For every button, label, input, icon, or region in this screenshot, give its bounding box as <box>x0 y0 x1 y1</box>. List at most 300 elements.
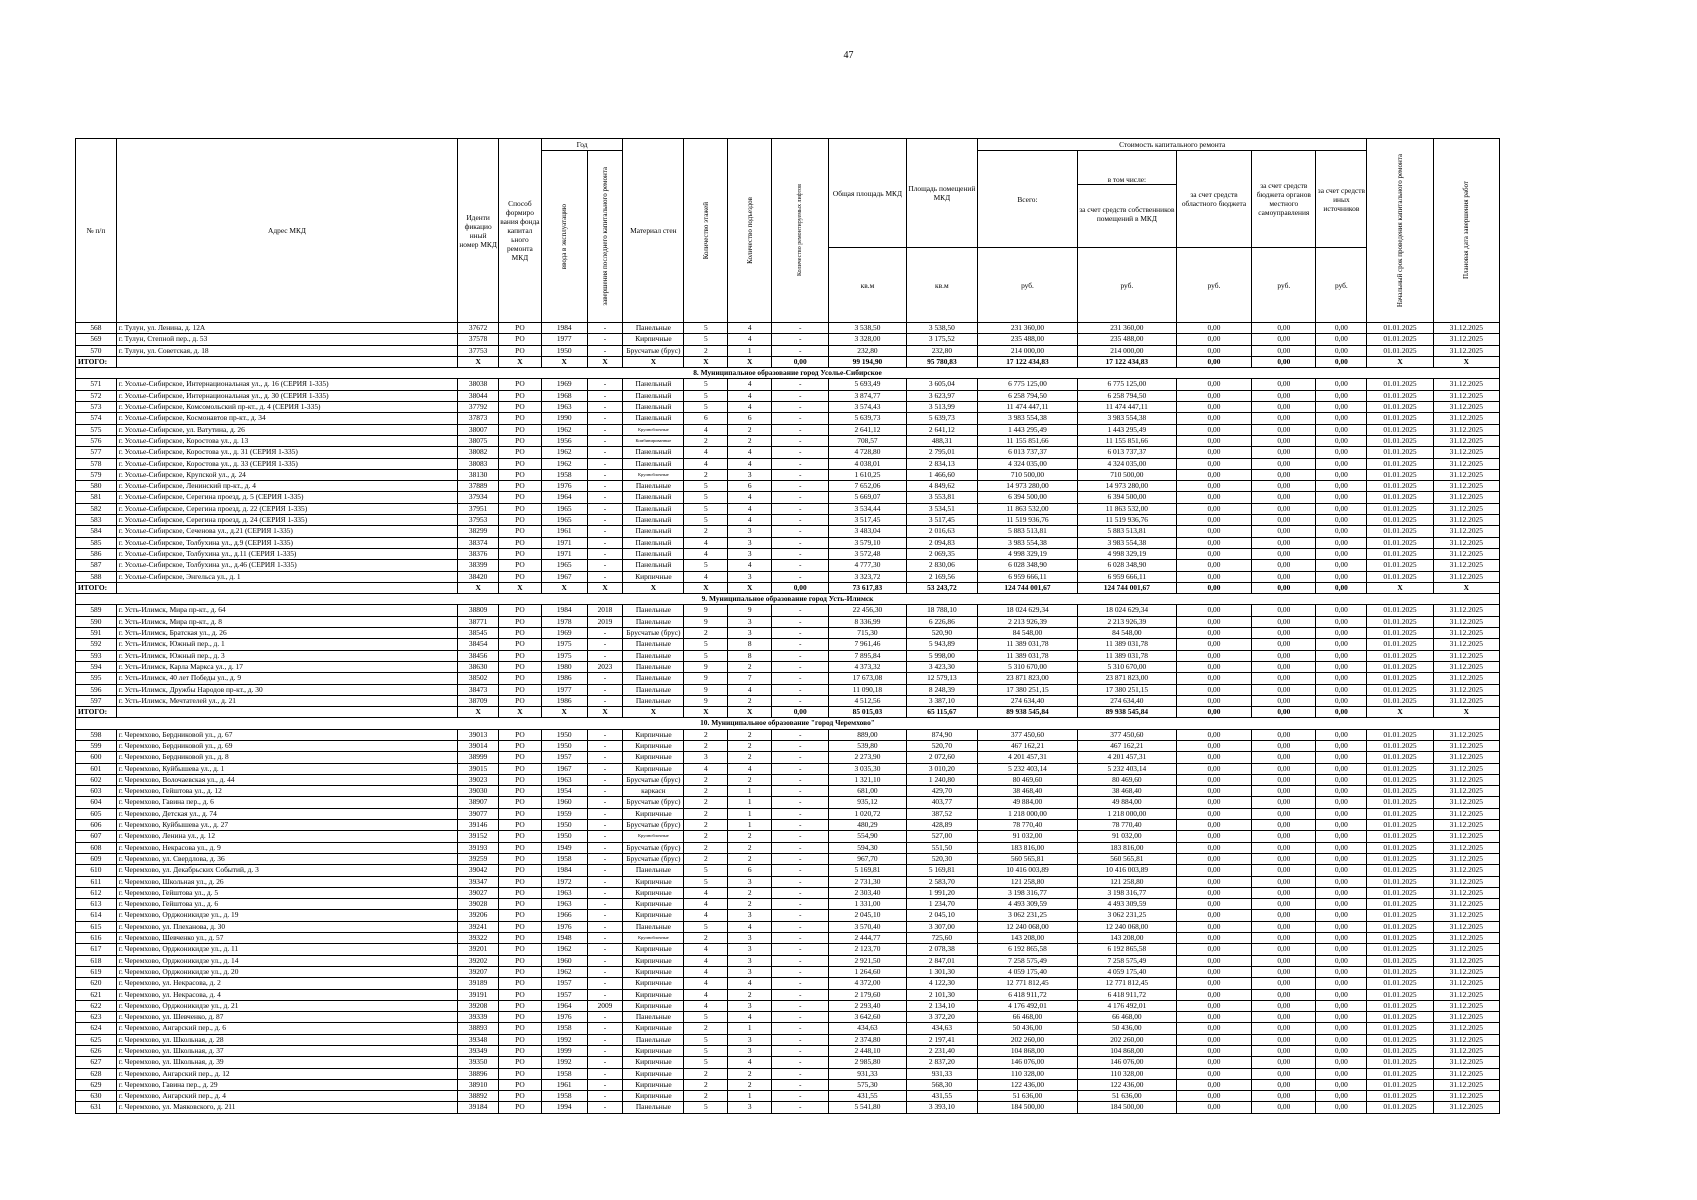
row-year-commission: 1986 <box>541 673 587 684</box>
row-cost-total: 4 493 309,59 <box>978 899 1078 910</box>
row-total-area: 431,55 <box>829 1091 906 1102</box>
row-end-date: 31.12.2025 <box>1433 402 1499 413</box>
row-number: 612 <box>76 887 117 898</box>
row-address: г. Усолье-Сибирское, Серегина проезд, д. 24 (СЕРИЯ 1-335) <box>116 515 457 526</box>
row-ident: 37672 <box>458 323 499 334</box>
row-cost-regional: 0,00 <box>1176 933 1251 944</box>
row-year-commission: 1980 <box>541 661 587 672</box>
row-year-last-repair: - <box>587 910 623 921</box>
row-entrances: 3 <box>728 955 772 966</box>
row-year-commission: 1962 <box>541 944 587 955</box>
row-method: РО <box>499 1091 542 1102</box>
row-premises-area: 3 307,00 <box>906 921 977 932</box>
row-cost-local: 0,00 <box>1252 571 1316 582</box>
row-cost-total: 1 218 000,00 <box>978 808 1078 819</box>
row-cost-owners: 1 443 295,49 <box>1077 424 1176 435</box>
table-row <box>76 402 1500 413</box>
row-premises-area: 2 847,01 <box>906 955 977 966</box>
row-total-area: 2 444,77 <box>829 933 906 944</box>
row-wall-material: Панельный <box>623 503 684 514</box>
row-wall-material: Панельные <box>623 616 684 627</box>
row-wall-material: X <box>623 356 684 367</box>
row-total-area: 554,90 <box>829 831 906 842</box>
row-cost-regional: 0,00 <box>1176 1000 1251 1011</box>
row-total-area: 1 264,60 <box>829 966 906 977</box>
row-method: РО <box>499 560 542 571</box>
row-entrances: 4 <box>728 402 772 413</box>
row-start-date: 01.01.2025 <box>1367 628 1433 639</box>
row-total-area: 708,57 <box>829 435 906 446</box>
row-elevators: - <box>772 786 829 797</box>
row-end-date: 31.12.2025 <box>1433 786 1499 797</box>
row-cost-local: 0,00 <box>1252 379 1316 390</box>
row-cost-regional: 0,00 <box>1176 1012 1251 1023</box>
row-method: РО <box>499 628 542 639</box>
row-wall-material: Панельные <box>623 605 684 616</box>
table-row <box>76 1000 1500 1011</box>
row-year-last-repair: - <box>587 424 623 435</box>
row-start-date: 01.01.2025 <box>1367 966 1433 977</box>
row-wall-material: Брусчатые (брус) <box>623 853 684 864</box>
row-floors: 2 <box>684 842 728 853</box>
row-start-date: 01.01.2025 <box>1367 1012 1433 1023</box>
row-cost-total: 235 488,00 <box>978 334 1078 345</box>
row-start-date: 01.01.2025 <box>1367 492 1433 503</box>
row-wall-material: Крупноблочные <box>623 424 684 435</box>
row-total-area: 3 570,40 <box>829 921 906 932</box>
row-method: РО <box>499 1079 542 1090</box>
row-floors: 2 <box>684 831 728 842</box>
table-row <box>76 899 1500 910</box>
table-row <box>76 763 1500 774</box>
row-total-area: 3 572,48 <box>829 548 906 559</box>
row-method: РО <box>499 684 542 695</box>
row-total-area: 3 874,77 <box>829 390 906 401</box>
table-row <box>76 673 1500 684</box>
row-cost-local: 0,00 <box>1252 402 1316 413</box>
row-premises-area: 2 045,10 <box>906 910 977 921</box>
row-entrances: 4 <box>728 921 772 932</box>
row-cost-total: 2 213 926,39 <box>978 616 1078 627</box>
row-year-last-repair: - <box>587 639 623 650</box>
row-end-date: 31.12.2025 <box>1433 876 1499 887</box>
row-premises-area: 2 231,40 <box>906 1046 977 1057</box>
row-entrances: 2 <box>728 853 772 864</box>
row-elevators: - <box>772 605 829 616</box>
row-cost-other: 0,00 <box>1316 1023 1367 1034</box>
row-premises-area: 5 943,89 <box>906 639 977 650</box>
row-cost-total: 124 744 001,67 <box>978 582 1078 593</box>
row-premises-area: 2 101,30 <box>906 989 977 1000</box>
row-elevators: - <box>772 808 829 819</box>
row-cost-regional: 0,00 <box>1176 797 1251 808</box>
row-premises-area: 3 513,99 <box>906 402 977 413</box>
row-elevators: - <box>772 763 829 774</box>
row-year-commission: 1967 <box>541 763 587 774</box>
row-cost-other: 0,00 <box>1316 853 1367 864</box>
table-row <box>76 661 1500 672</box>
row-year-last-repair: - <box>587 820 623 831</box>
row-cost-total: 38 468,40 <box>978 786 1078 797</box>
row-start-date: 01.01.2025 <box>1367 1000 1433 1011</box>
row-cost-owners: 6 418 911,72 <box>1077 989 1176 1000</box>
row-end-date: 31.12.2025 <box>1433 752 1499 763</box>
row-end-date: 31.12.2025 <box>1433 831 1499 842</box>
row-total-area: 3 328,00 <box>829 334 906 345</box>
row-wall-material: Кирпичные <box>623 1068 684 1079</box>
row-total-area: 1 020,72 <box>829 808 906 819</box>
row-number: 615 <box>76 921 117 932</box>
row-year-last-repair: - <box>587 853 623 864</box>
row-cost-owners: 6 192 865,58 <box>1077 944 1176 955</box>
row-cost-owners: 6 394 500,00 <box>1077 492 1176 503</box>
row-end-date: 31.12.2025 <box>1433 571 1499 582</box>
row-end-date: 31.12.2025 <box>1433 379 1499 390</box>
row-cost-local: 0,00 <box>1252 650 1316 661</box>
row-year-last-repair: - <box>587 876 623 887</box>
row-wall-material: Панельный <box>623 492 684 503</box>
row-cost-owners: 146 076,00 <box>1077 1057 1176 1068</box>
row-year-commission: 1972 <box>541 876 587 887</box>
row-ident: 39339 <box>458 1012 499 1023</box>
row-method: РО <box>499 752 542 763</box>
row-total-area: 4 373,32 <box>829 661 906 672</box>
row-total-area: 5 669,07 <box>829 492 906 503</box>
table-row <box>76 413 1500 424</box>
row-cost-total: 49 884,00 <box>978 797 1078 808</box>
row-year-commission: 1950 <box>541 729 587 740</box>
row-number: 595 <box>76 673 117 684</box>
row-cost-regional: 0,00 <box>1176 639 1251 650</box>
row-elevators: - <box>772 1079 829 1090</box>
row-cost-total: 17 122 434,83 <box>978 356 1078 367</box>
row-cost-owners: 214 000,00 <box>1077 345 1176 356</box>
row-total-area: 931,33 <box>829 1068 906 1079</box>
row-end-date: 31.12.2025 <box>1433 515 1499 526</box>
row-premises-area: 53 243,72 <box>906 582 977 593</box>
row-start-date: 01.01.2025 <box>1367 684 1433 695</box>
row-number: 599 <box>76 740 117 751</box>
row-year-last-repair: - <box>587 899 623 910</box>
row-entrances: 1 <box>728 1091 772 1102</box>
row-number: 605 <box>76 808 117 819</box>
row-number: 618 <box>76 955 117 966</box>
row-cost-owners: 4 059 175,40 <box>1077 966 1176 977</box>
row-entrances: 3 <box>728 571 772 582</box>
row-elevators: - <box>772 571 829 582</box>
row-cost-local: 0,00 <box>1252 481 1316 492</box>
row-ident: 37951 <box>458 503 499 514</box>
row-cost-total: 231 360,00 <box>978 323 1078 334</box>
row-cost-owners: 6 258 794,50 <box>1077 390 1176 401</box>
col-owners: в том числе: за счет средств собственников помещений в МКД <box>1077 151 1176 248</box>
row-end-date: 31.12.2025 <box>1433 774 1499 785</box>
row-number: 603 <box>76 786 117 797</box>
row-entrances: 3 <box>728 966 772 977</box>
row-total-area: 575,30 <box>829 1079 906 1090</box>
row-cost-owners: 143 208,00 <box>1077 933 1176 944</box>
row-cost-total: 5 310 670,00 <box>978 661 1078 672</box>
row-wall-material: Кирпичные <box>623 910 684 921</box>
row-floors: 5 <box>684 1046 728 1057</box>
row-cost-other: 0,00 <box>1316 752 1367 763</box>
row-cost-regional: 0,00 <box>1176 650 1251 661</box>
row-number: 628 <box>76 1068 117 1079</box>
row-cost-owners: 6 028 348,90 <box>1077 560 1176 571</box>
row-ident: 38130 <box>458 469 499 480</box>
table-row <box>76 774 1500 785</box>
row-number: 582 <box>76 503 117 514</box>
row-address: г. Черемхово, ул. Плеханова, д. 30 <box>116 921 457 932</box>
row-premises-area: 2 134,10 <box>906 1000 977 1011</box>
row-start-date: 01.01.2025 <box>1367 865 1433 876</box>
row-cost-regional: 0,00 <box>1176 447 1251 458</box>
row-cost-other: 0,00 <box>1316 1012 1367 1023</box>
row-elevators: - <box>772 1034 829 1045</box>
row-cost-owners: 14 973 280,00 <box>1077 481 1176 492</box>
row-ident: 37873 <box>458 413 499 424</box>
row-cost-local: 0,00 <box>1252 831 1316 842</box>
row-address: г. Усолье-Сибирское, Коростова ул., д. 33 (СЕРИЯ 1-335) <box>116 458 457 469</box>
row-year-last-repair: - <box>587 1079 623 1090</box>
row-entrances: 2 <box>728 740 772 751</box>
row-end-date: 31.12.2025 <box>1433 933 1499 944</box>
row-number: 606 <box>76 820 117 831</box>
col-regional: за счет средств областного бюджета <box>1176 151 1251 248</box>
row-entrances: 4 <box>728 763 772 774</box>
row-entrances: 4 <box>728 447 772 458</box>
row-method: РО <box>499 323 542 334</box>
row-year-commission: 1961 <box>541 1079 587 1090</box>
row-address: г. Черемхово, ул. Свердлова, д. 36 <box>116 853 457 864</box>
row-cost-local: 0,00 <box>1252 526 1316 537</box>
row-address: г. Черемхово, Орджоникидзе ул., д. 19 <box>116 910 457 921</box>
row-ident: 38075 <box>458 435 499 446</box>
row-elevators: - <box>772 345 829 356</box>
row-entrances: 2 <box>728 752 772 763</box>
row-entrances: 1 <box>728 797 772 808</box>
row-total-area: 3 517,45 <box>829 515 906 526</box>
row-method: РО <box>499 571 542 582</box>
row-cost-other: 0,00 <box>1316 323 1367 334</box>
row-end-date: 31.12.2025 <box>1433 820 1499 831</box>
row-start-date: 01.01.2025 <box>1367 910 1433 921</box>
row-cost-total: 84 548,00 <box>978 628 1078 639</box>
row-cost-local: 0,00 <box>1252 899 1316 910</box>
row-entrances: 4 <box>728 390 772 401</box>
row-cost-other: 0,00 <box>1316 876 1367 887</box>
row-end-date: 31.12.2025 <box>1433 865 1499 876</box>
row-year-commission: 1966 <box>541 910 587 921</box>
row-cost-regional: 0,00 <box>1176 481 1251 492</box>
row-number: 614 <box>76 910 117 921</box>
row-premises-area: 5 639,73 <box>906 413 977 424</box>
row-floors: 3 <box>684 752 728 763</box>
row-end-date: 31.12.2025 <box>1433 899 1499 910</box>
row-wall-material: Панельные <box>623 1012 684 1023</box>
row-entrances: 4 <box>728 1057 772 1068</box>
row-number: 629 <box>76 1079 117 1090</box>
row-address: г. Усолье-Сибирское, Сеченова ул., д.21 (СЕРИЯ 1-335) <box>116 526 457 537</box>
row-address: г. Черемхово, Волочаевская ул., д. 44 <box>116 774 457 785</box>
row-total-area: 2 985,80 <box>829 1057 906 1068</box>
row-method: РО <box>499 865 542 876</box>
row-ident: 39042 <box>458 865 499 876</box>
row-start-date: 01.01.2025 <box>1367 537 1433 548</box>
row-premises-area: 2 795,01 <box>906 447 977 458</box>
row-floors: 5 <box>684 560 728 571</box>
row-method: РО <box>499 1000 542 1011</box>
row-end-date: 31.12.2025 <box>1433 323 1499 334</box>
row-ident: X <box>458 356 499 367</box>
row-cost-other: 0,00 <box>1316 1057 1367 1068</box>
row-ident: 38896 <box>458 1068 499 1079</box>
row-year-commission: 1962 <box>541 458 587 469</box>
col-start: Начальный срок проведения капитального ремонта <box>1367 139 1433 323</box>
row-cost-other: 0,00 <box>1316 481 1367 492</box>
row-cost-other: 0,00 <box>1316 356 1367 367</box>
row-number: 568 <box>76 323 117 334</box>
row-cost-owners: 183 816,00 <box>1077 842 1176 853</box>
row-method: РО <box>499 435 542 446</box>
row-total-area: 73 617,83 <box>829 582 906 593</box>
row-elevators: - <box>772 966 829 977</box>
row-floors: 4 <box>684 989 728 1000</box>
row-cost-owners: 3 062 231,25 <box>1077 910 1176 921</box>
row-premises-area: 428,89 <box>906 820 977 831</box>
row-number: 578 <box>76 458 117 469</box>
row-cost-total: 274 634,40 <box>978 695 1078 706</box>
row-year-commission: 1971 <box>541 548 587 559</box>
row-cost-other: 0,00 <box>1316 729 1367 740</box>
row-total-area: 22 456,30 <box>829 605 906 616</box>
row-address: г. Черемхово, Орджоникидзе ул., д. 21 <box>116 1000 457 1011</box>
row-cost-local: 0,00 <box>1252 763 1316 774</box>
row-wall-material: Панельные <box>623 695 684 706</box>
row-entrances: 2 <box>728 1068 772 1079</box>
row-floors: 2 <box>684 774 728 785</box>
row-entrances: 3 <box>728 628 772 639</box>
row-method: РО <box>499 402 542 413</box>
row-cost-regional: 0,00 <box>1176 1068 1251 1079</box>
row-entrances: 3 <box>728 537 772 548</box>
row-cost-owners: 23 871 823,00 <box>1077 673 1176 684</box>
row-number: 577 <box>76 447 117 458</box>
row-premises-area: 4 849,62 <box>906 481 977 492</box>
table-row <box>76 797 1500 808</box>
row-cost-other: 0,00 <box>1316 650 1367 661</box>
row-end-date: 31.12.2025 <box>1433 887 1499 898</box>
row-cost-other: 0,00 <box>1316 740 1367 751</box>
row-end-date: 31.12.2025 <box>1433 661 1499 672</box>
row-number: 575 <box>76 424 117 435</box>
row-cost-owners: 4 998 329,19 <box>1077 548 1176 559</box>
row-total-area: 5 639,73 <box>829 413 906 424</box>
row-start-date: X <box>1367 356 1433 367</box>
row-cost-total: 560 565,81 <box>978 853 1078 864</box>
row-total-area: 99 194,90 <box>829 356 906 367</box>
row-cost-owners: 467 162,21 <box>1077 740 1176 751</box>
row-end-date: 31.12.2025 <box>1433 345 1499 356</box>
row-wall-material: Панельный <box>623 548 684 559</box>
table-row <box>76 729 1500 740</box>
row-year-commission: 1968 <box>541 390 587 401</box>
row-method: РО <box>499 842 542 853</box>
row-cost-regional: 0,00 <box>1176 684 1251 695</box>
row-total-area: 889,00 <box>829 729 906 740</box>
row-start-date: 01.01.2025 <box>1367 1068 1433 1079</box>
row-start-date: X <box>1367 582 1433 593</box>
row-cost-other: 0,00 <box>1316 402 1367 413</box>
row-cost-total: 143 208,00 <box>978 933 1078 944</box>
row-year-last-repair: - <box>587 808 623 819</box>
row-year-last-repair: - <box>587 469 623 480</box>
row-elevators: - <box>772 842 829 853</box>
row-cost-regional: 0,00 <box>1176 1034 1251 1045</box>
row-number: 572 <box>76 390 117 401</box>
col-wall: Материал стен <box>623 139 684 323</box>
row-method: РО <box>499 740 542 751</box>
row-cost-other: 0,00 <box>1316 469 1367 480</box>
row-year-commission: 1958 <box>541 1091 587 1102</box>
row-address: г. Черемхово, ул. Школьная, д. 39 <box>116 1057 457 1068</box>
row-cost-local: 0,00 <box>1252 865 1316 876</box>
row-year-last-repair: - <box>587 978 623 989</box>
row-cost-other: 0,00 <box>1316 639 1367 650</box>
row-entrances: 4 <box>728 334 772 345</box>
row-wall-material: Панельный <box>623 458 684 469</box>
row-entrances: 2 <box>728 424 772 435</box>
section-title: 9. Муниципальное образование город Усть-Илимск <box>76 594 1500 605</box>
row-ident: 38893 <box>458 1023 499 1034</box>
row-wall-material: Панельные <box>623 661 684 672</box>
row-floors: 9 <box>684 673 728 684</box>
row-year-last-repair: - <box>587 379 623 390</box>
row-cost-owners: 560 565,81 <box>1077 853 1176 864</box>
col-other: за счет средств иных источников <box>1316 151 1367 248</box>
row-cost-local: 0,00 <box>1252 390 1316 401</box>
row-elevators: - <box>772 492 829 503</box>
row-floors: 2 <box>684 628 728 639</box>
row-cost-regional: 0,00 <box>1176 853 1251 864</box>
row-method: РО <box>499 1068 542 1079</box>
row-cost-local: 0,00 <box>1252 605 1316 616</box>
row-cost-local: 0,00 <box>1252 944 1316 955</box>
table-row <box>76 786 1500 797</box>
row-number: 610 <box>76 865 117 876</box>
col-cost-total: Всего: <box>978 151 1078 248</box>
unit-premises-area: кв.м <box>906 248 977 323</box>
row-cost-owners: 51 636,00 <box>1077 1091 1176 1102</box>
row-floors: 4 <box>684 447 728 458</box>
row-entrances: 2 <box>728 899 772 910</box>
row-year-commission: 1992 <box>541 1057 587 1068</box>
row-method: РО <box>499 1034 542 1045</box>
row-entrances: 3 <box>728 616 772 627</box>
row-floors: 4 <box>684 966 728 977</box>
row-cost-total: 3 983 554,38 <box>978 537 1078 548</box>
row-year-commission: 1984 <box>541 605 587 616</box>
row-total-area: 1 321,10 <box>829 774 906 785</box>
row-number: 621 <box>76 989 117 1000</box>
row-total-area: 4 038,01 <box>829 458 906 469</box>
row-entrances: 2 <box>728 695 772 706</box>
row-cost-local: 0,00 <box>1252 334 1316 345</box>
row-year-commission: 1959 <box>541 808 587 819</box>
row-entrances: 1 <box>728 786 772 797</box>
row-end-date: 31.12.2025 <box>1433 740 1499 751</box>
row-end-date: 31.12.2025 <box>1433 1000 1499 1011</box>
